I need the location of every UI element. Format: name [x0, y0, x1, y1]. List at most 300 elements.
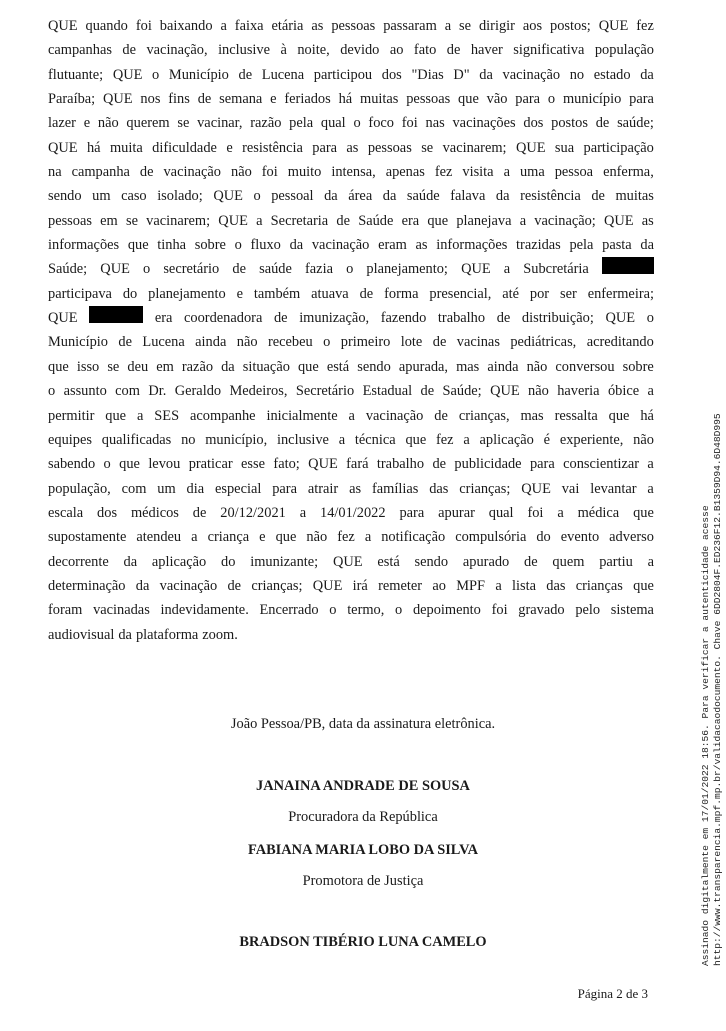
word: pessoa	[554, 164, 594, 181]
word: sobre	[194, 237, 226, 254]
body-line	[48, 209, 654, 233]
word: etária	[271, 18, 304, 34]
word: médica	[577, 504, 620, 521]
word: quando	[85, 18, 128, 34]
word: dificuldade	[152, 139, 217, 156]
word: trazidas	[516, 237, 561, 254]
word: município,	[205, 431, 268, 448]
word: a	[220, 18, 227, 34]
word: visita	[462, 164, 494, 181]
word: compulsória	[455, 529, 527, 546]
word: QUE	[218, 212, 248, 229]
word: se	[125, 212, 138, 229]
word: há	[338, 91, 353, 108]
word: óbice	[607, 383, 640, 400]
word: postos	[551, 115, 588, 132]
word: das	[429, 480, 449, 497]
word: SES	[154, 407, 180, 424]
word: QUE	[490, 383, 520, 400]
word: termo,	[347, 602, 385, 619]
word: que	[105, 407, 127, 424]
word: Saúde;	[48, 261, 88, 278]
body-line	[48, 233, 654, 257]
word: da	[221, 358, 235, 375]
word: Lucena	[142, 334, 185, 351]
word: a	[364, 529, 372, 546]
word: falava	[450, 188, 486, 205]
word: as	[641, 212, 654, 229]
word: imunizante;	[250, 553, 319, 570]
word: a	[503, 164, 510, 181]
word: postos;	[550, 18, 591, 34]
word: presencial,	[429, 285, 492, 302]
word: ainda	[487, 358, 519, 375]
word: Geraldo	[174, 383, 222, 400]
word: pessoas	[367, 139, 412, 156]
word: o	[329, 602, 337, 619]
word: crianças;	[459, 480, 511, 497]
word: de	[336, 212, 350, 229]
word: haveria	[557, 383, 600, 400]
word: atuava	[311, 285, 349, 302]
word: vacinarem;	[442, 139, 507, 156]
word: imunização,	[299, 310, 370, 327]
word: vacinação	[502, 66, 561, 83]
word: em	[100, 212, 118, 229]
word: pessoas	[331, 18, 376, 34]
word: saúde	[259, 261, 292, 278]
word: foi	[135, 18, 152, 34]
word: conscientizar	[563, 456, 640, 473]
word: muita	[109, 139, 143, 156]
word: resistência	[520, 188, 581, 205]
word: o	[646, 310, 654, 327]
body-line	[48, 38, 654, 62]
word: fato	[413, 42, 437, 59]
word: participação	[583, 139, 654, 156]
word: mas	[456, 358, 480, 375]
word: de	[122, 42, 136, 59]
signature-notice-line-2: http://www.transparencia.mpf.mp.br/validacaodocumento. Chave 6DD2804F.ED236F12.B1359D94.6D48D995	[712, 413, 723, 966]
word: pediátricas,	[510, 334, 577, 351]
word: que	[127, 237, 149, 254]
word: de	[420, 383, 435, 400]
word: atrair	[307, 480, 339, 497]
word: que	[608, 407, 630, 424]
word: planejava	[456, 212, 512, 229]
word: e	[226, 139, 233, 156]
word: de	[197, 91, 212, 108]
word: saúde	[406, 188, 440, 205]
word: campanhas	[48, 42, 112, 59]
word: ao	[432, 577, 446, 594]
word: de	[432, 334, 447, 351]
word: para	[399, 504, 425, 521]
word: informações	[48, 237, 120, 254]
word: Município	[48, 334, 108, 351]
word: sistema	[610, 602, 654, 619]
word: a	[647, 456, 654, 473]
word: com	[121, 480, 147, 497]
word: foi	[401, 115, 418, 132]
word: de	[524, 553, 538, 570]
word: qualificadas	[101, 431, 172, 448]
word: a	[136, 407, 144, 424]
word: de	[432, 456, 447, 473]
word: da	[382, 188, 397, 205]
word: foi	[261, 164, 278, 181]
word: de	[359, 285, 374, 302]
word: QUE	[103, 91, 133, 108]
word: a	[444, 18, 452, 34]
word: o	[346, 261, 354, 278]
word: inicialmente	[266, 407, 338, 424]
word: não	[97, 115, 119, 132]
body-line	[48, 574, 654, 598]
word: razão	[250, 115, 282, 132]
word: pessoas	[406, 91, 451, 108]
word: levou	[148, 456, 181, 473]
word: no	[569, 66, 585, 83]
word: não	[528, 383, 549, 400]
word: o	[253, 188, 261, 205]
word: equipes	[48, 431, 92, 448]
word: na	[48, 164, 62, 181]
word: QUE	[604, 212, 634, 229]
body-line	[48, 404, 654, 428]
word: também	[253, 285, 301, 302]
body-line	[48, 282, 654, 306]
word: sobre	[622, 358, 654, 375]
word: foi	[491, 602, 508, 619]
word: vão	[486, 91, 508, 108]
word: planejamento;	[366, 261, 448, 278]
word: vacinações	[452, 115, 516, 132]
word: das	[546, 577, 566, 594]
word: feriados	[284, 91, 331, 108]
word: faixa	[234, 18, 264, 34]
word: da	[324, 188, 338, 205]
word: quem	[552, 553, 585, 570]
word: pessoal	[271, 188, 314, 205]
word: do	[122, 285, 138, 302]
word: caso	[121, 188, 147, 205]
word: devido	[340, 42, 380, 59]
word: intensa,	[331, 164, 376, 181]
word: aplicação	[479, 431, 534, 448]
word: está	[377, 553, 400, 570]
word: que	[405, 431, 427, 448]
word: enfermeira;	[587, 285, 654, 302]
word: a	[647, 480, 654, 497]
word: inclusive	[218, 42, 271, 59]
word: para	[272, 480, 297, 497]
word: participava	[48, 285, 112, 302]
word: QUE	[461, 261, 491, 278]
word: secretário	[163, 261, 220, 278]
word: não	[526, 358, 548, 375]
word: Estadual	[362, 383, 413, 400]
digital-signature-notice	[700, 356, 724, 966]
word: situação	[242, 358, 290, 375]
word: apurada,	[398, 358, 449, 375]
body-line	[48, 598, 654, 622]
word: sua	[554, 139, 575, 156]
word: Subcretária	[523, 261, 589, 278]
word: famílias	[371, 480, 419, 497]
word: significativa	[513, 42, 585, 59]
word: foi	[527, 504, 544, 521]
word: de	[496, 310, 511, 327]
word: pasta	[602, 237, 632, 254]
word: dia	[186, 480, 205, 497]
word: população	[594, 42, 654, 59]
word: sabendo	[48, 456, 96, 473]
word: praticar	[188, 456, 233, 473]
word: o	[547, 91, 556, 108]
word: era	[154, 310, 173, 327]
page-number: Página 2 de 3	[577, 986, 648, 1001]
word: MPF	[456, 577, 486, 594]
word: um	[157, 480, 176, 497]
word: tinha	[157, 237, 187, 254]
word: apenas	[385, 164, 425, 181]
word: mas	[520, 407, 544, 424]
word: crianças;	[251, 577, 303, 594]
word: de	[139, 164, 154, 181]
word: querem	[126, 115, 170, 132]
signatory-name-3: BRADSON TIBÉRIO LUNA CAMELO	[239, 934, 487, 950]
word: inclusive	[276, 431, 329, 448]
word: QUE	[48, 139, 78, 156]
word: o	[103, 456, 111, 473]
word: noite,	[297, 42, 330, 59]
word: passaram	[383, 18, 437, 34]
word: pela	[289, 115, 314, 132]
word: "Dias	[411, 66, 444, 83]
word: distribuição;	[521, 310, 594, 327]
word: deu	[127, 358, 149, 375]
word: que	[427, 212, 449, 229]
redaction-block	[602, 257, 654, 274]
word: qual	[320, 115, 346, 132]
word: vacinas	[456, 334, 500, 351]
word: de	[273, 310, 288, 327]
word: adverso	[609, 529, 654, 546]
word: isolado;	[157, 188, 203, 205]
word: a	[503, 261, 511, 278]
place-and-date: João Pessoa/PB, data da assinatura eletrônica.	[230, 716, 496, 732]
body-line	[48, 87, 654, 111]
word: trabalho	[437, 310, 486, 327]
word: escala	[48, 504, 84, 521]
word: o	[395, 602, 403, 619]
word: QUE	[308, 456, 338, 473]
word: crianças,	[458, 407, 510, 424]
word: ser	[560, 285, 577, 302]
word: resistência	[242, 139, 303, 156]
word: as	[349, 480, 362, 497]
body-line	[48, 525, 654, 549]
word: que	[275, 529, 297, 546]
word: por	[529, 285, 550, 302]
word: à	[280, 42, 287, 59]
word: QUE	[48, 310, 78, 327]
word: supostamente	[48, 529, 127, 546]
word: se	[421, 139, 434, 156]
word: primeiro	[340, 334, 391, 351]
word: dos	[97, 504, 118, 521]
word: campanha	[71, 164, 130, 181]
signatory-name-2: FABIANA MARIA LOBO DA SILVA	[247, 842, 479, 858]
word: decorrente	[48, 553, 109, 570]
word: fins	[168, 91, 190, 108]
word: pela	[569, 237, 594, 254]
word: em	[156, 358, 174, 375]
word: QUE	[312, 577, 343, 594]
word: ao	[389, 42, 404, 59]
word: isso	[76, 358, 100, 375]
word: o	[323, 334, 331, 351]
word: indevidamente.	[160, 602, 249, 619]
word: há	[640, 407, 654, 424]
word: enferma,	[603, 164, 654, 181]
body-line	[48, 136, 654, 160]
word: dos	[523, 115, 544, 132]
document-body	[48, 14, 654, 647]
word: as	[311, 18, 324, 34]
body-line	[48, 501, 654, 525]
word: haver	[470, 42, 503, 59]
word: era	[401, 212, 420, 229]
signatory-role-2: Promotora de Justiça	[302, 873, 424, 889]
word: do	[221, 553, 236, 570]
word: vacinar,	[197, 115, 243, 132]
body-line	[48, 477, 654, 501]
word: fluxo	[250, 237, 281, 254]
word: que	[633, 504, 654, 521]
word: de	[591, 188, 605, 205]
word: a	[647, 553, 654, 570]
word: um	[92, 188, 111, 205]
word: remeter	[378, 577, 423, 594]
word: Secretaria	[270, 212, 329, 229]
word: que	[458, 91, 479, 108]
word: Município	[168, 66, 229, 83]
word: Lucena	[261, 66, 305, 83]
word: apurar	[438, 504, 475, 521]
word: ainda	[195, 334, 227, 351]
word: fez	[337, 529, 355, 546]
word: lista	[511, 577, 536, 594]
word: a	[299, 504, 307, 521]
word: muito	[287, 164, 322, 181]
word: ressalta	[554, 407, 598, 424]
word: sendo	[414, 553, 449, 570]
word: D"	[453, 66, 470, 83]
word: lazer	[48, 115, 76, 132]
body-line	[48, 14, 654, 38]
word: vacinação,	[146, 42, 208, 59]
word: QUE	[213, 188, 243, 205]
word: não	[236, 334, 258, 351]
word: a	[647, 383, 654, 400]
word: de	[446, 42, 461, 59]
word: recebeu	[267, 334, 313, 351]
word: vacinadas	[93, 602, 150, 619]
word: estado	[593, 66, 631, 83]
word: se	[459, 18, 472, 34]
word: não	[633, 431, 654, 448]
word: irá	[352, 577, 368, 594]
word: eram	[378, 237, 407, 254]
word: fará	[346, 456, 369, 473]
word: 14/01/2022	[320, 504, 386, 521]
word: aplicação	[151, 553, 207, 570]
body-line	[48, 452, 654, 476]
word: a	[191, 529, 198, 546]
word: vai	[561, 480, 580, 497]
word: notificação	[381, 529, 446, 546]
word: que	[48, 358, 69, 375]
word: QUE	[515, 139, 546, 156]
body-line	[48, 63, 654, 87]
word: QUE	[521, 480, 551, 497]
word: nas	[425, 115, 445, 132]
word: da	[289, 237, 304, 254]
word: e	[259, 529, 266, 546]
word: assunto	[63, 383, 107, 400]
word: de	[595, 115, 610, 132]
word: conversou	[555, 358, 615, 375]
word: para	[629, 91, 654, 108]
word: que	[297, 358, 319, 375]
word: fez	[636, 18, 654, 34]
word: lote	[400, 334, 423, 351]
body-line	[48, 550, 654, 574]
word: muitas	[615, 188, 654, 205]
word: as	[415, 237, 428, 254]
word: para	[312, 139, 338, 156]
word: foco	[368, 115, 394, 132]
signature-notice-line-1: Assinado digitalmente em 17/01/2022 18:56. Para verificar a autenticidade acesse	[700, 505, 711, 966]
word: e	[236, 285, 243, 302]
word: da	[135, 577, 150, 594]
word: sendo	[357, 358, 391, 375]
word: permitir	[48, 407, 95, 424]
word: pessoas	[48, 212, 92, 229]
word: técnica	[354, 431, 396, 448]
word: está	[326, 358, 350, 375]
word: gravado	[518, 602, 565, 619]
word: as	[346, 139, 359, 156]
word: Medeiros,	[229, 383, 288, 400]
word: participou	[313, 66, 373, 83]
word: Saúde;	[442, 383, 482, 400]
word: da	[495, 188, 510, 205]
word: Dr.	[148, 383, 167, 400]
redaction-block	[89, 306, 143, 323]
word: audiovisual	[48, 626, 115, 643]
word: da	[640, 66, 654, 83]
body-line	[48, 111, 654, 135]
word: fato;	[273, 456, 300, 473]
word: a	[463, 431, 470, 448]
word: trabalho	[376, 456, 425, 473]
word: de	[192, 504, 207, 521]
word: QUE	[332, 553, 363, 570]
body-line	[48, 428, 654, 452]
